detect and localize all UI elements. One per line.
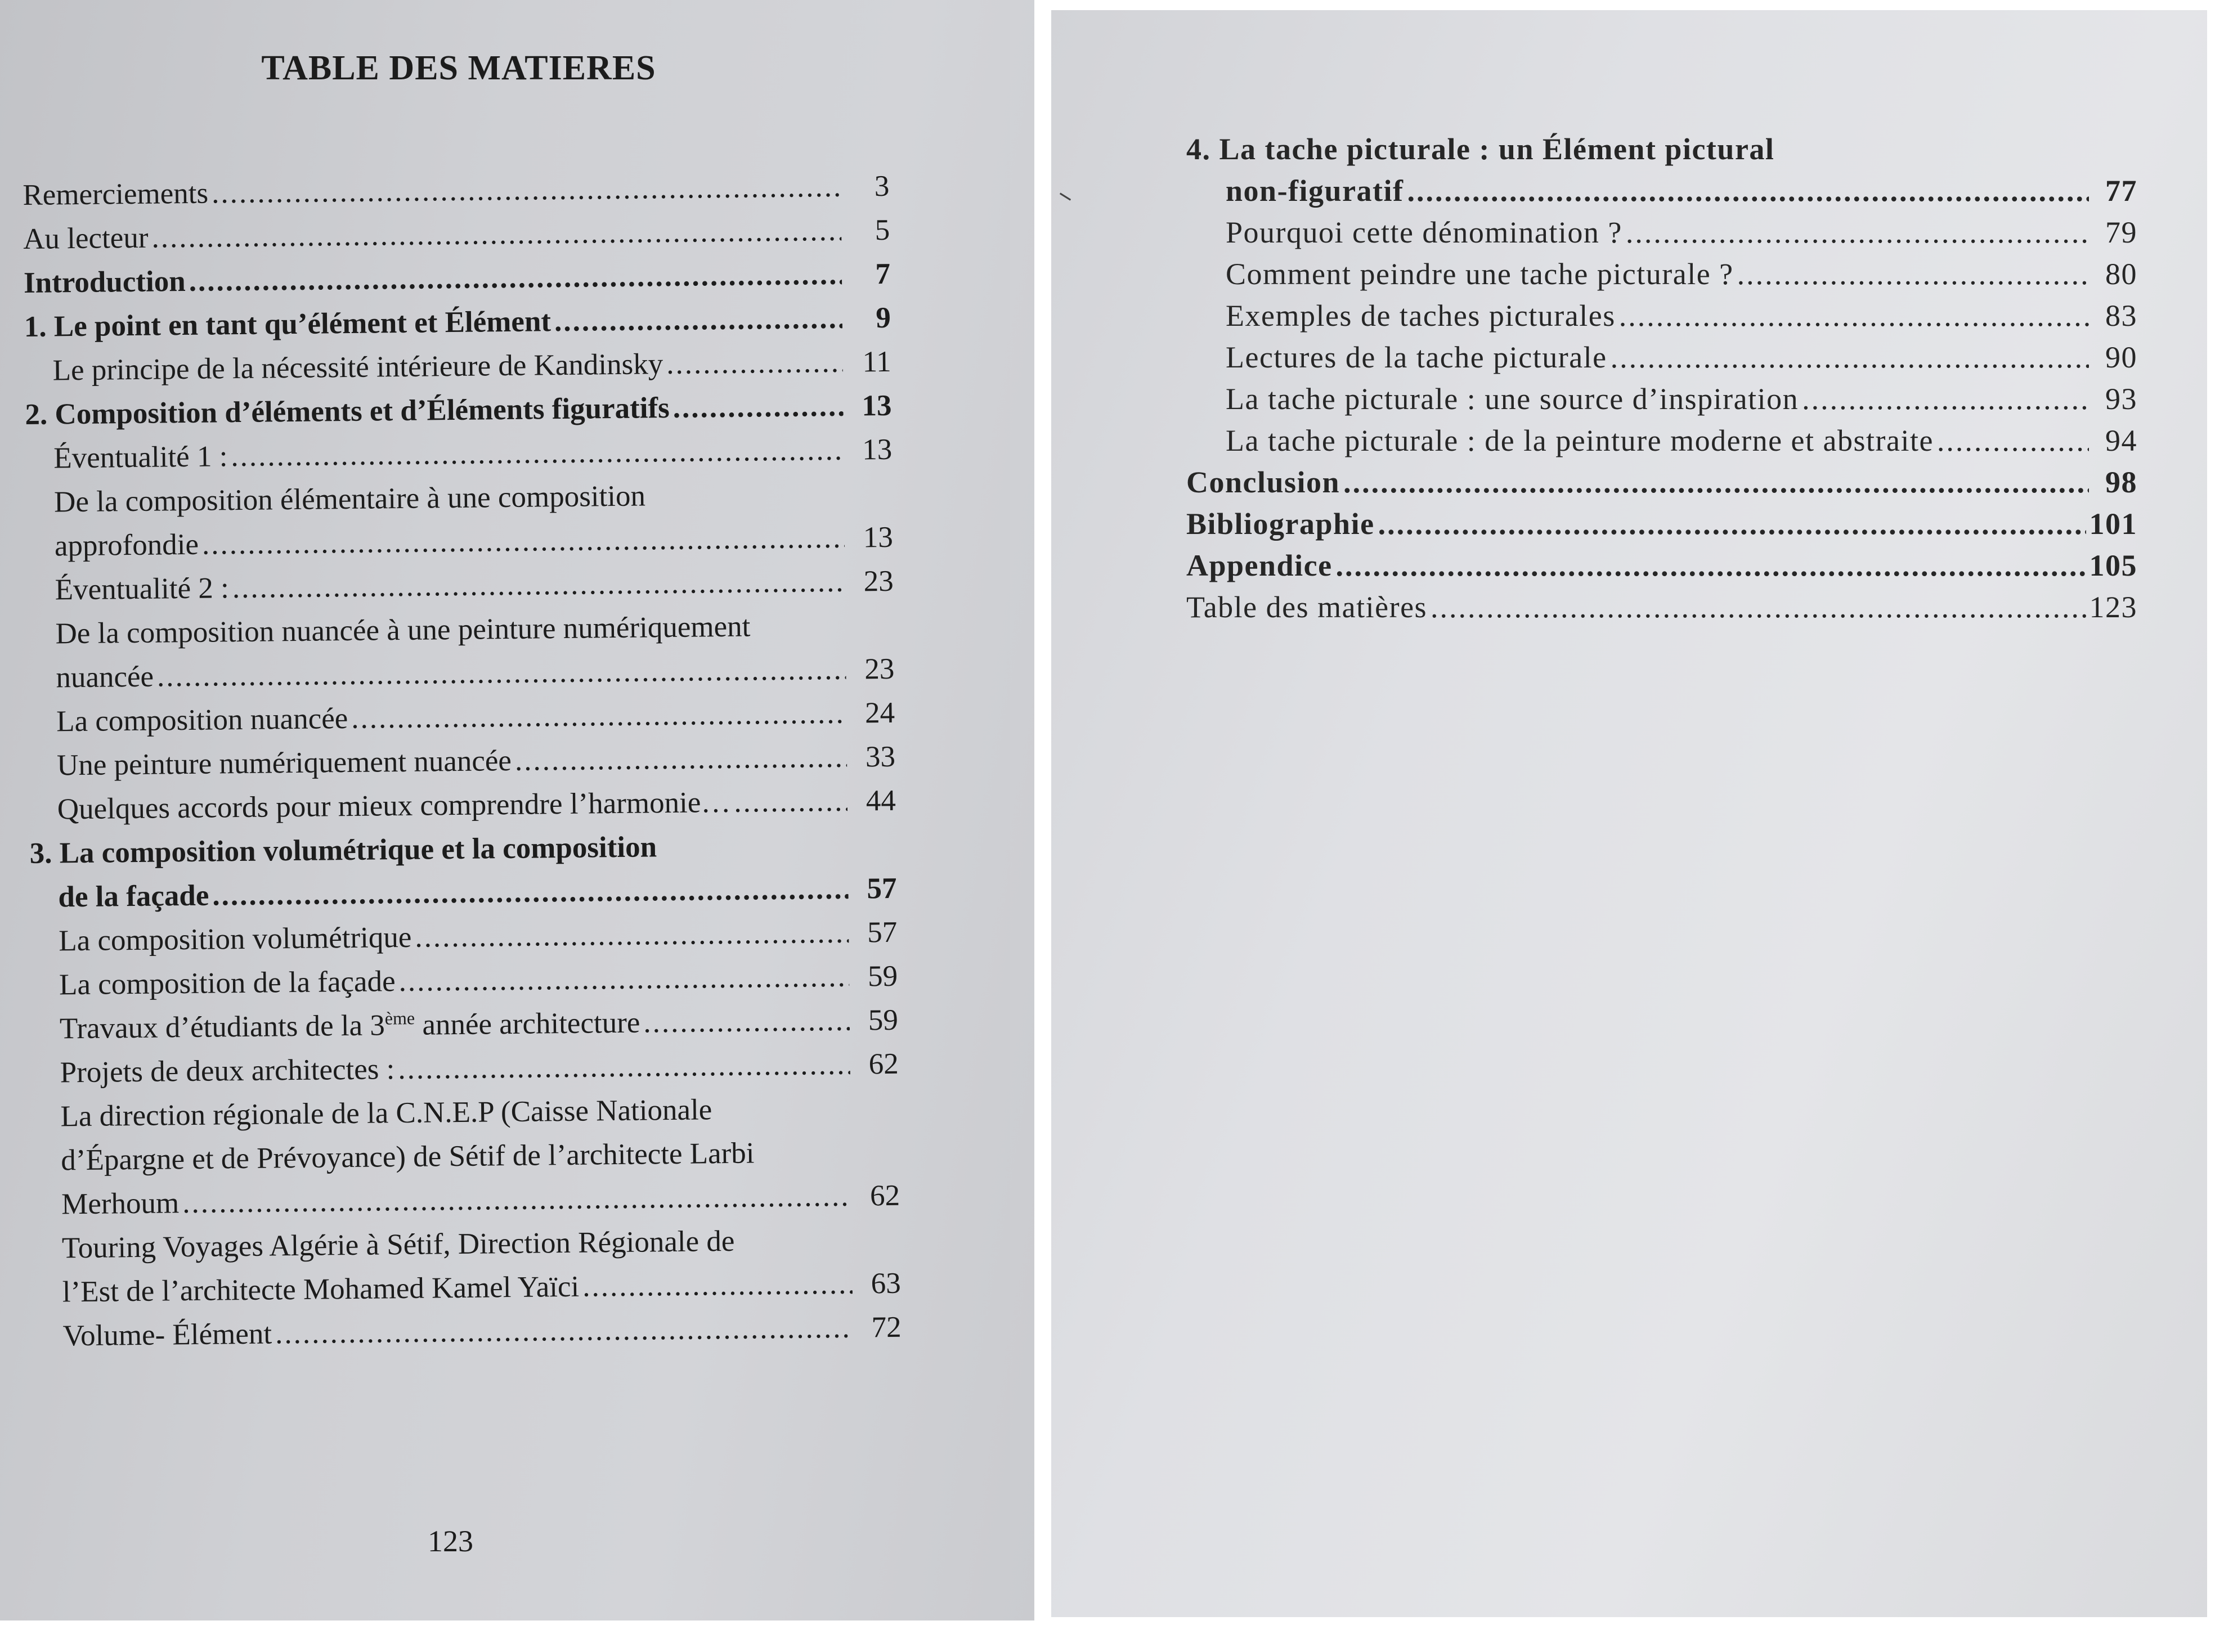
toc-entry-page: 98 <box>2105 465 2137 499</box>
leader-dots <box>1431 586 2086 628</box>
toc-entry-label: La tache picturale : une source d’inspiration <box>1226 382 1799 416</box>
leader-dots <box>202 516 845 567</box>
toc-entry-label-end: année architecture <box>414 1006 640 1042</box>
toc-entry <box>1186 545 2137 586</box>
toc-entry-page: 13 <box>863 520 894 554</box>
toc-entry-page: 63 <box>871 1267 902 1300</box>
toc-entry <box>34 1305 902 1358</box>
toc-entry <box>33 1174 900 1227</box>
leader-dots <box>1407 170 2090 212</box>
toc-entry-page: 123 <box>2089 590 2137 624</box>
toc-entry-label: nuancée <box>56 660 154 694</box>
toc-entry-label: La composition de la façade <box>59 965 396 1002</box>
toc-entry <box>32 1042 899 1095</box>
toc-entry <box>1186 586 2137 628</box>
toc-entry-page: 13 <box>862 389 892 423</box>
toc-entry-page: 23 <box>864 652 895 686</box>
toc-entry-label: Le principe de la nécessité intérieure de Kandinsky <box>52 348 663 387</box>
leader-dots <box>157 648 846 699</box>
right-page <box>1051 10 2207 1617</box>
leader-dots <box>1737 253 2089 295</box>
toc-entry-label: De la composition élémentaire à une composition <box>53 479 646 519</box>
toc-entry-label: Table des matières <box>1186 590 1428 624</box>
toc-entry-page: 77 <box>2105 174 2137 208</box>
left-page <box>0 0 1034 1620</box>
toc-entry-label: Introduction <box>23 264 186 299</box>
leader-dots <box>1619 295 2089 336</box>
toc-entry-page: 11 <box>862 345 891 379</box>
toc-entry-page: 93 <box>2105 382 2137 416</box>
toc-entry <box>1186 212 2137 253</box>
toc-entry-label: d’Épargne et de Prévoyance) de Sétif de l’architecte Larbi <box>61 1137 755 1177</box>
leader-dots <box>1611 336 2089 378</box>
toc-entry-page: 80 <box>2105 257 2137 291</box>
toc-entry-page: 62 <box>868 1047 899 1081</box>
toc-entry <box>26 559 894 612</box>
leader-dots <box>232 560 845 610</box>
leader-dots <box>1343 461 2089 503</box>
toc-entry-page: 90 <box>2105 340 2137 374</box>
ordinal-superscript: ème <box>384 1008 415 1029</box>
toc-entry-page: 59 <box>867 959 898 993</box>
toc-entry-label: Lectures de la tache picturale <box>1226 340 1607 374</box>
toc-entry-label: Exemples de taches picturales <box>1226 299 1616 333</box>
toc-list-right <box>1186 128 2137 628</box>
leader-dots <box>554 297 843 343</box>
toc-entry-label: approfondie <box>54 528 199 563</box>
leader-dots <box>734 779 848 824</box>
toc-entry-label: Conclusion <box>1186 465 1340 499</box>
toc-entry-page: 79 <box>2105 216 2137 249</box>
toc-entry-label: De la composition nuancée à une peinture numériquement <box>55 610 751 650</box>
toc-entry-page: 101 <box>2089 507 2137 541</box>
leader-dots <box>1378 503 2086 545</box>
toc-entry-page: 105 <box>2089 549 2137 582</box>
toc-entry-label: 4. La tache picturale : un Élément pictural <box>1186 132 1775 166</box>
toc-list-left <box>23 164 902 1358</box>
toc-entry <box>1186 503 2137 545</box>
toc-entry-page: 57 <box>867 872 897 905</box>
page-gutter <box>1034 0 1051 1652</box>
toc-entry <box>1186 253 2137 295</box>
toc-entry <box>1186 461 2137 503</box>
toc-entry-label: La composition volumétrique <box>58 921 412 958</box>
toc-entry-label: La tache picturale : de la peinture moderne et abstraite <box>1226 424 1934 457</box>
toc-entry-label: Merhoum <box>61 1187 180 1221</box>
toc-entry-label: 3. La composition volumétrique et la composition <box>29 831 657 870</box>
toc-entry-label: Remerciements <box>23 177 209 212</box>
toc-entry <box>1186 170 2137 212</box>
leader-dots <box>666 340 843 386</box>
toc-entry-page: 72 <box>871 1310 902 1344</box>
toc-entry-label <box>60 1001 640 1051</box>
toc-entry-page: 24 <box>864 696 895 730</box>
toc-entry-page: 59 <box>868 1003 899 1037</box>
toc-entry-label: 1. Le point en tant qu’élément et Élément <box>24 305 551 343</box>
toc-entry-label: non-figuratif <box>1226 174 1404 208</box>
leader-dots <box>231 428 844 478</box>
toc-entry-label: La direction régionale de la C.N.E.P (Caisse Nationale <box>60 1093 712 1133</box>
leader-dots <box>212 867 849 918</box>
toc-entry-label: Éventualité 1 : <box>53 440 228 475</box>
toc-entry-page: 9 <box>875 301 891 335</box>
toc-entry <box>1186 378 2137 420</box>
leader-dots <box>212 165 841 216</box>
toc-entry-label: Touring Voyages Algérie à Sétif, Direction Régionale de <box>61 1224 735 1265</box>
leader-dots <box>1626 212 2089 253</box>
leader-dots <box>182 1174 852 1225</box>
leader-dots <box>1802 378 2089 420</box>
toc-entry-label: Au lecteur <box>23 221 149 255</box>
leader-dots <box>643 999 850 1045</box>
toc-entry-page: 57 <box>867 915 898 949</box>
toc-entry <box>1186 336 2137 378</box>
leader-dots <box>1336 545 2086 586</box>
toc-entry-page: 83 <box>2105 299 2137 333</box>
leader-dots <box>415 911 849 959</box>
leader-dots <box>351 692 847 740</box>
toc-entry-label: Pourquoi cette dénomination ? <box>1226 216 1622 249</box>
toc-entry-label: Volume- Élément <box>62 1317 272 1353</box>
toc-entry <box>1186 420 2137 461</box>
toc-entry-label: 2. Composition d’éléments et d’Éléments figuratifs <box>25 391 670 431</box>
toc-entry-label: Éventualité 2 : <box>55 572 230 607</box>
toc-entry-label: Projets de deux architectes : <box>60 1053 395 1089</box>
leader-dots <box>1937 420 2089 461</box>
leader-dots <box>151 209 842 260</box>
toc-entry-page: 3 <box>874 169 890 203</box>
toc-entry-page: 33 <box>865 740 896 774</box>
toc-entry-label: de la façade <box>58 879 209 914</box>
toc-entry-label: La composition nuancée <box>56 702 348 738</box>
page-number: 123 <box>428 1524 473 1558</box>
toc-title: TABLE DES MATIERES <box>261 49 656 87</box>
toc-entry-page: 94 <box>2105 424 2137 457</box>
leader-dots <box>189 253 842 303</box>
toc-entry-page: 13 <box>862 433 893 466</box>
toc-entry-label: Appendice <box>1186 549 1333 582</box>
toc-entry <box>1186 128 2137 170</box>
leader-dots <box>514 735 847 783</box>
toc-entry-label: Une peinture numériquement nuancée <box>56 744 512 782</box>
toc-entry <box>25 428 893 481</box>
toc-entry-page: 5 <box>875 213 890 247</box>
leader-dots <box>398 955 849 1003</box>
toc-entry-page: 7 <box>875 257 891 291</box>
toc-entry-label-start: Travaux d’étudiants de la 3 <box>59 1009 385 1045</box>
toc-entry <box>1186 295 2137 336</box>
toc-entry-label: Comment peindre une tache picturale ? <box>1226 257 1734 291</box>
toc-entry-page: 23 <box>863 564 894 598</box>
toc-entry <box>29 779 896 832</box>
toc-entry-label: l’Est de l’architecte Mohamed Kamel Yaïci <box>62 1270 580 1309</box>
toc-entry-label: Quelques accords pour mieux comprendre l’harmonie… <box>57 785 731 826</box>
leader-dots <box>398 1043 850 1091</box>
toc-entry-page: 62 <box>869 1179 900 1213</box>
toc-entry-label: Bibliographie <box>1186 507 1375 541</box>
leader-dots <box>582 1262 853 1309</box>
toc-entry-page: 44 <box>866 784 896 818</box>
leader-dots <box>275 1306 853 1356</box>
leader-dots <box>672 384 844 430</box>
